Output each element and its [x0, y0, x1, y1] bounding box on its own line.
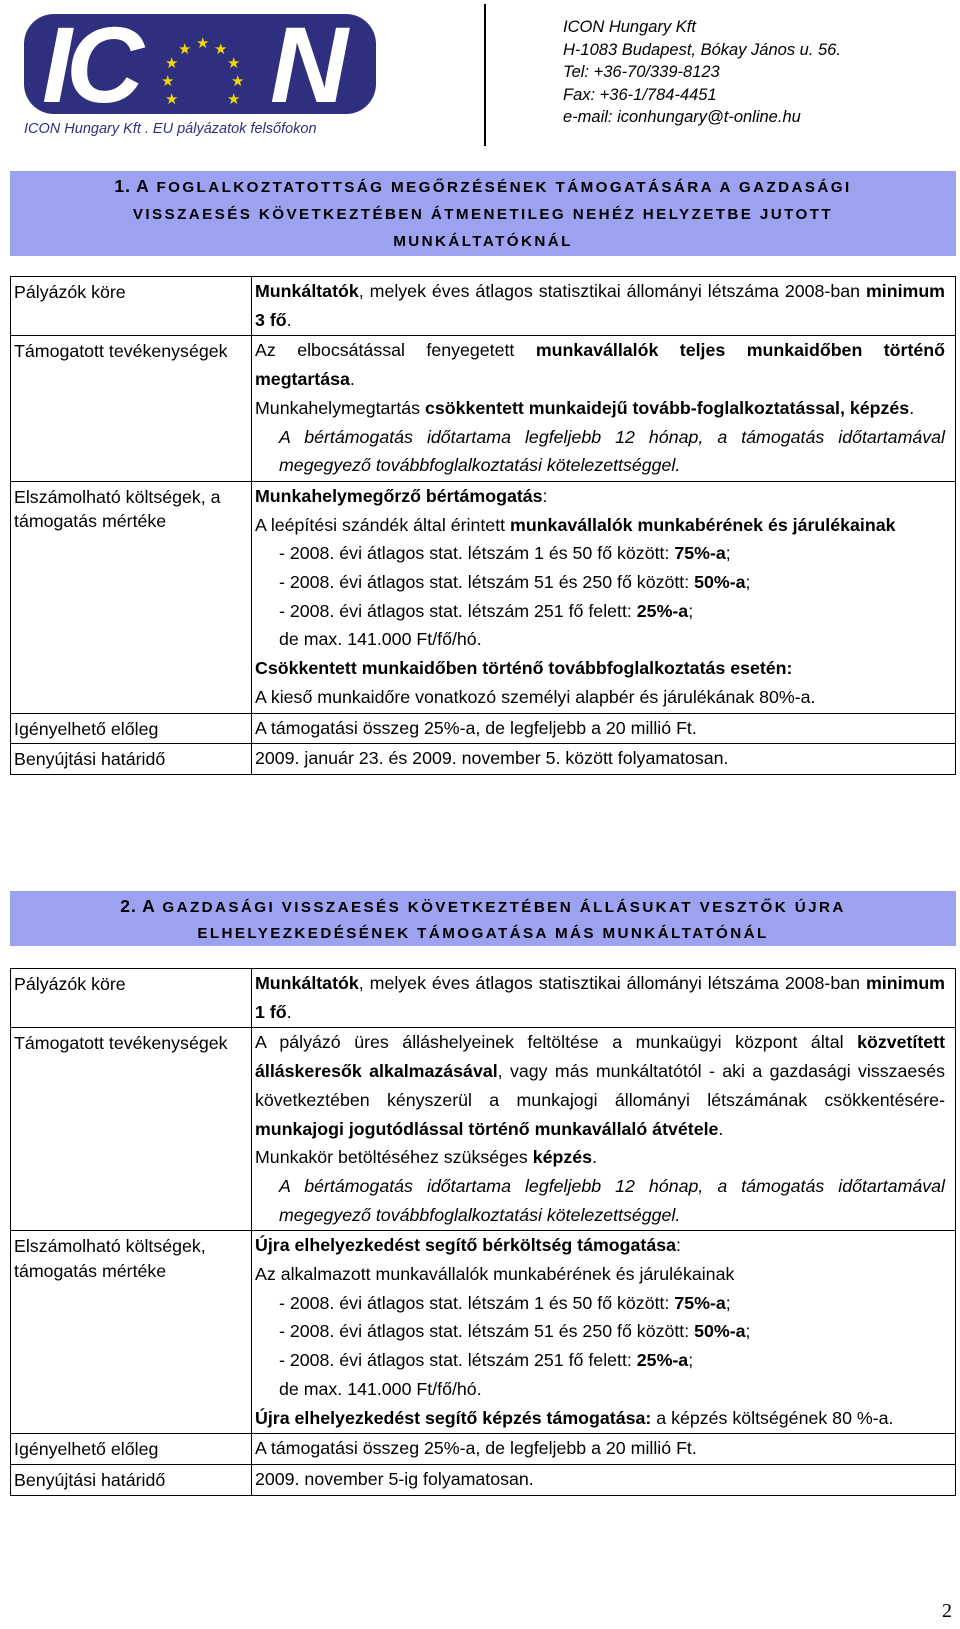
bold-text: képzés	[532, 1147, 593, 1168]
text: - 2008. évi átlagos stat. létszám 251 fő felett:	[279, 600, 637, 621]
paragraph	[255, 511, 945, 540]
bold-text: Újra elhelyezkedést segítő bérköltség támogatása	[255, 1235, 676, 1256]
svg-text:★: ★	[178, 40, 192, 58]
text: .	[286, 309, 292, 330]
bold-text: 75%-a	[674, 1292, 726, 1313]
paragraph	[255, 336, 945, 393]
text: .	[349, 369, 355, 390]
table-row	[11, 713, 956, 744]
svg-text:N: N	[270, 14, 348, 125]
row-label: Igényelhető előleg	[11, 1434, 252, 1465]
text: - 2008. évi átlagos stat. létszám 1 és 50 fő között:	[279, 543, 675, 564]
row-value: A támogatási összeg 25%-a, de legfeljebb a 20 millió Ft.	[252, 713, 956, 744]
company-logo	[24, 14, 376, 138]
bold-text: 50%-a	[694, 1321, 746, 1342]
paragraph: Az alkalmazott munkavállalók munkabérének és járulékainak	[255, 1264, 735, 1285]
bold-text: 50%-a	[694, 572, 746, 593]
bold-text: 25%-a	[636, 1350, 689, 1371]
contact-address: H-1083 Budapest, Bókay János u. 56.	[563, 40, 841, 59]
bold-text: Munkahelymegőrző bértámogatás	[255, 485, 543, 506]
row-value	[252, 481, 956, 713]
text: - 2008. évi átlagos stat. létszám 1 és 50 fő között:	[279, 1292, 675, 1313]
row-value: 2009. január 23. és 2009. november 5. között folyamatosan.	[252, 744, 956, 775]
section2-title-line: ELHELYEZKEDÉSÉNEK TÁMOGATÁSA MÁS MUNKÁLTATÓNÁL	[197, 925, 769, 942]
text: .	[592, 1147, 598, 1168]
svg-text:★: ★	[165, 90, 179, 108]
table-row	[11, 277, 956, 336]
table-row	[11, 1434, 956, 1465]
bold-text: 75%-a	[674, 543, 726, 564]
contact-block	[563, 16, 841, 129]
bold-text: Munkáltatók	[255, 281, 359, 301]
table-row	[11, 336, 956, 482]
bold-text: minimum 1 fő	[255, 973, 945, 1022]
text: A pályázó üres álláshelyeinek feltöltése a munkaügyi központ által	[255, 1032, 858, 1053]
row-label: Igényelhető előleg	[11, 713, 252, 744]
section2-title	[10, 891, 956, 946]
bold-text: 25%-a	[636, 600, 689, 621]
section1-title-line: FOGLALKOZTATOTTSÁG MEGŐRZÉSÉNEK TÁMOGATÁSÁRA A GAZDASÁGI	[156, 179, 852, 196]
paragraph	[255, 1231, 945, 1260]
text: :	[542, 485, 548, 506]
section1-title-line: VISSZAESÉS KÖVETKEZTÉBEN ÁTMENETILEG NEHÉZ HELYZETBE JUTOTT	[132, 206, 834, 223]
svg-text:★: ★	[231, 72, 245, 90]
contact-company: ICON Hungary Kft	[563, 18, 696, 36]
bold-text: minimum 3 fő	[255, 281, 945, 330]
section1-table	[10, 276, 956, 775]
text: - 2008. évi átlagos stat. létszám 251 fő felett:	[279, 1350, 637, 1371]
bold-heading: Csökkentett munkaidőben történő továbbfoglalkoztatás esetén:	[255, 658, 793, 679]
text: .	[286, 1001, 292, 1022]
text: - 2008. évi átlagos stat. létszám 51 és 250 fő között:	[279, 572, 695, 593]
row-value	[252, 969, 956, 1028]
section1-title	[10, 171, 956, 256]
section2-table	[10, 968, 956, 1496]
contact-email[interactable]: e-mail: iconhungary@t-online.hu	[563, 108, 801, 126]
table-row	[11, 1028, 956, 1231]
svg-text:★: ★	[227, 90, 241, 108]
list-item: - 2008. évi átlagos stat. létszám 1 és 50 fő között: 75%-a;	[279, 1292, 731, 1313]
svg-text:★: ★	[227, 54, 241, 72]
list-item: - 2008. évi átlagos stat. létszám 1 és 50 fő között: 75%-a;	[279, 543, 731, 564]
row-value: A támogatási összeg 25%-a, de legfeljebb a 20 millió Ft.	[252, 1434, 956, 1465]
section2-number: 2. A	[120, 896, 156, 916]
contact-fax: Fax: +36-1/784-4451	[563, 85, 717, 104]
text: :	[676, 1235, 681, 1256]
text: A leépítési szándék által érintett	[255, 514, 511, 535]
paragraph	[255, 394, 945, 423]
row-label: Elszámolható költségek, a támogatás mértéke	[11, 481, 252, 713]
text: .	[909, 397, 915, 418]
paragraph: A kieső munkaidőre vonatkozó személyi alapbér és járulékának 80%-a.	[255, 686, 816, 707]
list-item: - 2008. évi átlagos stat. létszám 251 fő felett: 25%-a;	[279, 1350, 694, 1371]
row-label: Pályázók köre	[11, 277, 252, 336]
row-value	[252, 1028, 956, 1231]
table-row	[11, 481, 956, 713]
text: Munkahelymegtartás	[255, 397, 425, 418]
text: Az elbocsátással fenyegetett	[255, 340, 536, 361]
list-item: de max. 141.000 Ft/fő/hó.	[279, 1378, 482, 1399]
text: .	[718, 1118, 724, 1139]
row-value: 2009. november 5-ig folyamatosan.	[252, 1464, 956, 1495]
row-label: Támogatott tevékenységek	[11, 336, 252, 482]
table-row	[11, 1231, 956, 1434]
page-number: 2	[942, 1600, 952, 1622]
italic-note: A bértámogatás időtartama legfeljebb 12 hónap, a támogatás időtartamával megegyező továbbfoglalkoztatási kötelezettséggel.	[279, 426, 945, 476]
svg-text:IC: IC	[42, 14, 138, 125]
row-value	[252, 1231, 956, 1434]
list-item: de max. 141.000 Ft/fő/hó.	[279, 629, 482, 650]
bold-text: Munkáltatók	[255, 973, 359, 993]
table-row	[11, 1464, 956, 1495]
logo-graphic	[24, 14, 376, 138]
text: - 2008. évi átlagos stat. létszám 51 és 250 fő között:	[279, 1321, 695, 1342]
bold-text: munkavállalók munkabérének és járulékainak	[510, 514, 896, 535]
section1-number: 1. A	[114, 176, 150, 196]
paragraph	[255, 1143, 945, 1172]
italic-note: A bértámogatás időtartama legfeljebb 12 hónap, a támogatás időtartamával megegyező továbbfoglalkoztatási kötelezettséggel.	[279, 1175, 945, 1225]
row-value	[252, 336, 956, 482]
list-item: - 2008. évi átlagos stat. létszám 251 fő felett: 25%-a;	[279, 600, 694, 621]
bold-text: csökkentett munkaidejű tovább-foglalkoztatással, képzés	[425, 397, 910, 418]
text: Munkakör betöltéséhez szükséges	[255, 1147, 533, 1168]
list-item: - 2008. évi átlagos stat. létszám 51 és 250 fő között: 50%-a;	[279, 1321, 751, 1342]
contact-phone: Tel: +36-70/339-8123	[563, 63, 720, 81]
svg-text:★: ★	[165, 54, 179, 72]
paragraph	[255, 1404, 945, 1433]
row-label: Benyújtási határidő	[11, 1464, 252, 1495]
bold-text: munkavállalók teljes munkaidőben történő megtartása	[255, 340, 945, 390]
row-label: Támogatott tevékenységek	[11, 1028, 252, 1231]
svg-text:★: ★	[161, 72, 175, 90]
logo-tagline: ICON Hungary Kft . EU pályázatok felsőfokon	[24, 121, 317, 137]
section2-title-line: GAZDASÁGI VISSZAESÉS KÖVETKEZTÉBEN ÁLLÁSUKAT VESZTŐK ÚJRA	[162, 899, 846, 916]
table-row	[11, 744, 956, 775]
list-item: - 2008. évi átlagos stat. létszám 51 és 250 fő között: 50%-a;	[279, 572, 751, 593]
bold-text: munkajogi jogutódlással történő munkavállaló átvétele	[255, 1118, 719, 1139]
row-label: Elszámolható költségek, támogatás mértéke	[11, 1231, 252, 1434]
svg-text:★: ★	[196, 34, 210, 52]
text: , vagy más munkáltatótól - aki a gazdasági visszaesés következtében kényszerül a munkajogi állományi létszámának csökkentésére-	[255, 1061, 945, 1110]
paragraph	[255, 1028, 945, 1143]
header-divider	[484, 4, 486, 146]
bold-text: közvetített álláskeresők alkalmazásával	[255, 1032, 945, 1082]
paragraph	[255, 482, 945, 511]
row-label: Pályázók köre	[11, 969, 252, 1028]
table-row	[11, 969, 956, 1028]
text: a képzés költségének 80 %-a.	[651, 1407, 894, 1428]
row-value	[252, 277, 956, 336]
text: , melyek éves átlagos statisztikai állományi létszáma 2008-ban	[358, 973, 866, 993]
row-label: Benyújtási határidő	[11, 744, 252, 775]
svg-text:★: ★	[214, 40, 228, 58]
section1-title-line: MUNKÁLTATÓKNÁL	[393, 233, 573, 250]
bold-text: Újra elhelyezkedést segítő képzés támogatása:	[255, 1407, 652, 1428]
text: , melyek éves átlagos statisztikai állományi létszáma 2008-ban	[358, 281, 866, 301]
